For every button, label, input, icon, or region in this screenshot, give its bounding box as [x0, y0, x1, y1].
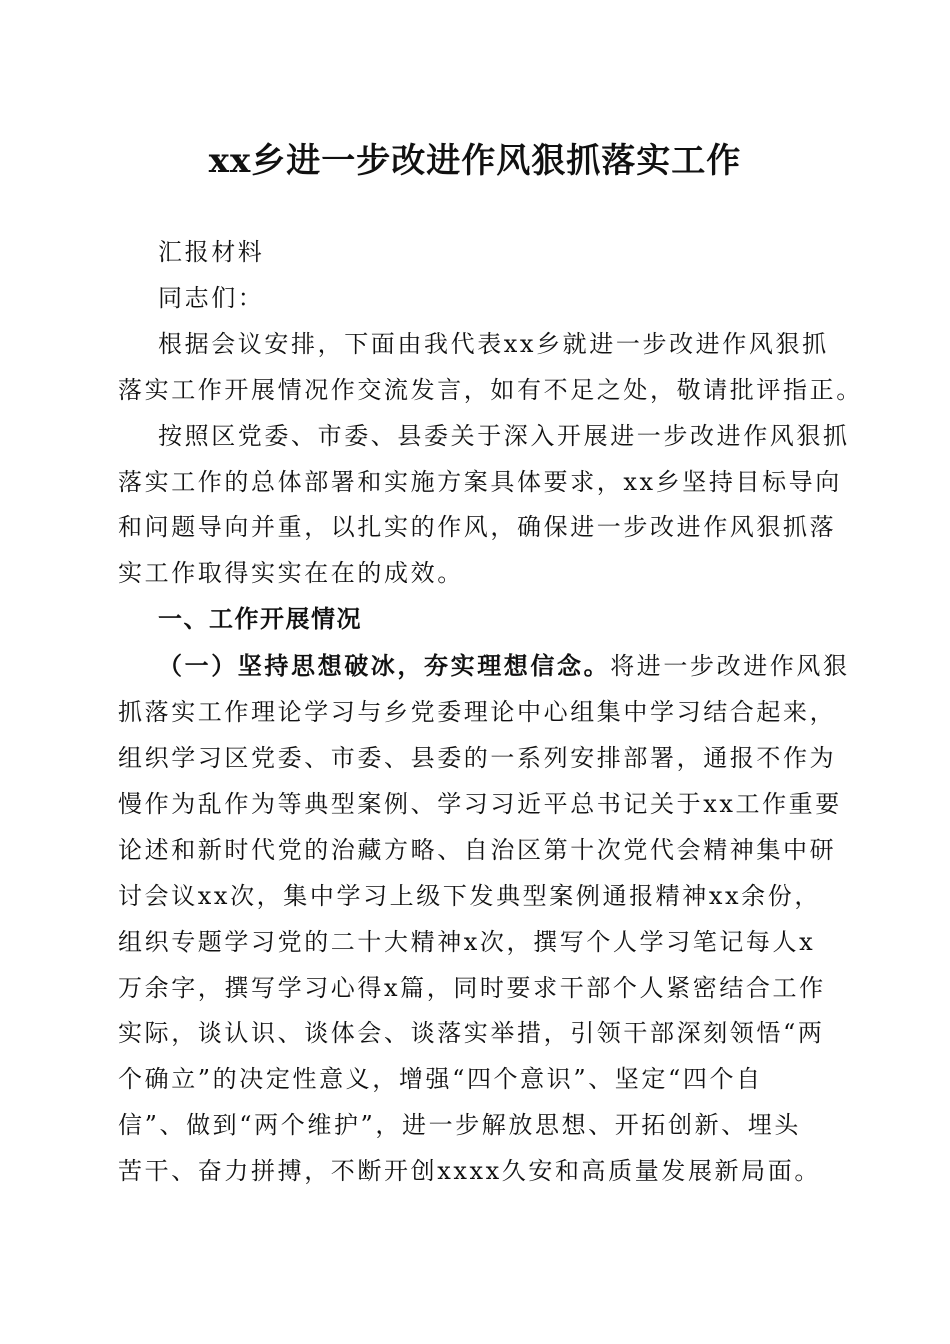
- paragraph-1-line-2: 落实工作开展情况作交流发言，如有不足之处，敬请批评指正。: [118, 375, 863, 404]
- paragraph-3-line-7: 组织专题学习党的二十大精神x次，撰写个人学习笔记每人x: [118, 927, 816, 956]
- document-title: xx乡进一步改进作风狠抓落实工作: [208, 141, 742, 181]
- subtitle-line: 汇报材料: [158, 238, 265, 266]
- document-body: [118, 230, 863, 1195]
- paragraph-3-line-8: 万余字，撰写学习心得x篇，同时要求干部个人紧密结合工作: [118, 973, 826, 1002]
- paragraph-3-line-1: [118, 643, 850, 690]
- subsection-heading: （一）坚持思想破冰，夯实理想信念。: [158, 651, 611, 681]
- paragraph-3-line-5: 论述和新时代党的治藏方略、自治区第十次党代会精神集中研: [118, 835, 837, 864]
- paragraph-2-line-4: 实工作取得实实在在的成效。: [118, 559, 464, 588]
- paragraph-3-line-9: 实际，谈认识、谈体会、谈落实举措，引领干部深刻领悟“两: [118, 1019, 825, 1048]
- paragraph-3-line-3: 组织学习区党委、市委、县委的一系列安排部署，通报不作为: [118, 743, 837, 772]
- paragraph-2-line-1: 按照区党委、市委、县委关于深入开展进一步改进作风狠抓: [158, 421, 850, 450]
- paragraph-3-line-12: 苦干、奋力拼搏，不断开创xxxx久安和高质量发展新局面。: [118, 1157, 821, 1186]
- paragraph-2-line-3: 和问题导向并重，以扎实的作风，确保进一步改进作风狠抓落: [118, 513, 837, 542]
- paragraph-3-line-1-text: 将进一步改进作风狠: [610, 652, 850, 681]
- paragraph-1-line-1: 根据会议安排，下面由我代表xx乡就进一步改进作风狠抓: [158, 329, 829, 358]
- salutation-line: 同志们：: [158, 283, 265, 312]
- paragraph-3-line-2: 抓落实工作理论学习与乡党委理论中心组集中学习结合起来，: [118, 698, 837, 727]
- section-heading: 一、工作开展情况: [158, 605, 362, 634]
- paragraph-3-line-10: 个确立”的决定性意义，增强“四个意识”、坚定“四个自: [118, 1065, 763, 1094]
- paragraph-2-line-2: 落实工作的总体部署和实施方案具体要求，xx乡坚持目标导向: [118, 467, 842, 496]
- paragraph-3-line-4: 慢作为乱作为等典型案例、学习习近平总书记关于xx工作重要: [118, 789, 842, 818]
- paragraph-3-line-11: 信”、做到“两个维护”，进一步解放思想、开拓创新、埋头: [118, 1111, 802, 1140]
- paragraph-3-line-6: 讨会议xx次，集中学习上级下发典型案例通报精神xx余份，: [118, 881, 821, 910]
